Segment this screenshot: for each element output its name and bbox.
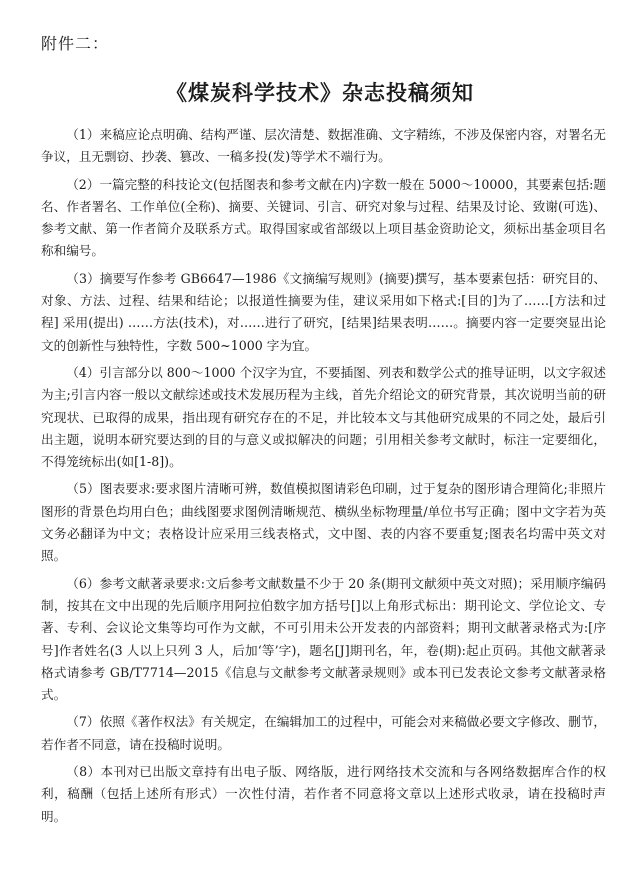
attachment-label: 附件二：	[41, 34, 110, 53]
paragraph-2: （2）一篇完整的科技论文(包括图表和参考文献在内)字数一般在 5000～10000，其要素包括:题名、作者署名、工作单位(全称)、摘要、关键词、引言、研究对象与过程、结果及讨论、致谢(可选)、参考文献、第一作者简介及联系方式。取得国家或省部级以上项目基金资助论文，须标出基金项目名称和编号。	[41, 176, 606, 259]
page-title: 《煤炭科学技术》杂志投稿须知	[166, 80, 474, 105]
paragraph-5: （5）图表要求:要求图片清晰可辨，数值模拟图请彩色印刷，过于复杂的图形请合理简化;非照片图形的背景色均用白色；曲线图要求图例清晰规范、横纵坐标物理量/单位书写正确；图中文字若为英文务必翻译为中文；表格设计应采用三线表格式，文中图、表的内容不要重复;图表名均需中英文对照。	[41, 481, 606, 564]
paragraph-6: （6）参考文献著录要求:文后参考文献数量不少于 20 条(期刊文献须中英文对照)；采用顺序编码制，按其在文中出现的先后顺序用阿拉伯数字加方括号[]以上角形式标出：期刊论文、学位论文、专著、专利、会议论文集等均可作为文献，不可引用未公开发表的内部资料；期刊文献著录格式为:[序号]作者姓名(3 人以上只列 3 人，后加‘等’字)，题名[J]期刊名，年，卷(期):起止页码。其他文献著录格式请参考 GB/T7714—2015《信息与文献参考文献著录规则》或本刊已发表论文参考文献著录格式。	[41, 575, 606, 703]
document-body	[41, 124, 606, 833]
paragraph-3: （3）摘要写作参考 GB6647—1986《文摘编写规则》(摘要)撰写，基本要素包括：研究目的、对象、方法、过程、结果和结论；以报道性摘要为佳，建议采用如下格式:[目的]为了……[方法和过程] 采用(提出) ……方法(技术)，对……进行了研究，[结果]结果表明……。摘要内容一定要突显出论文的创新性与独特性，字数 500~1000 字为宜。	[41, 270, 606, 353]
paragraph-7: （7）依照《著作权法》有关规定，在编辑加工的过程中，可能会对来稿做必要文字修改、删节，若作者不同意，请在投稿时说明。	[41, 714, 606, 752]
paragraph-4: （4）引言部分以 800～1000 个汉字为宜，不要插图、列表和数学公式的推导证明，以文字叙述为主;引言内容一般以文献综述或技术发展历程为主线，首先介绍论文的研究背景，其次说明当前的研究现状、已取得的成果，指出现有研究存在的不足，并比较本文与其他研究成果的不同之处，最后引出主题，说明本研究要达到的目的与意义或拟解决的问题；引用相关参考文献时，标注一定要细化，不得笼统标出(如[1-8])。	[41, 364, 606, 470]
paragraph-1: （1）来稿应论点明确、结构严谨、层次清楚、数据准确、文字精练，不涉及保密内容，对署名无争议，且无剽窃、抄袭、篡改、一稿多投(发)等学术不端行为。	[41, 127, 606, 165]
paragraph-8: （8）本刊对已出版文章持有出电子版、网络版，进行网络技术交流和与各网络数据库合作的权利，稿酬（包括上述所有形式）一次性付清，若作者不同意将文章以上述形式收录，请在投稿时声明。	[41, 764, 606, 824]
